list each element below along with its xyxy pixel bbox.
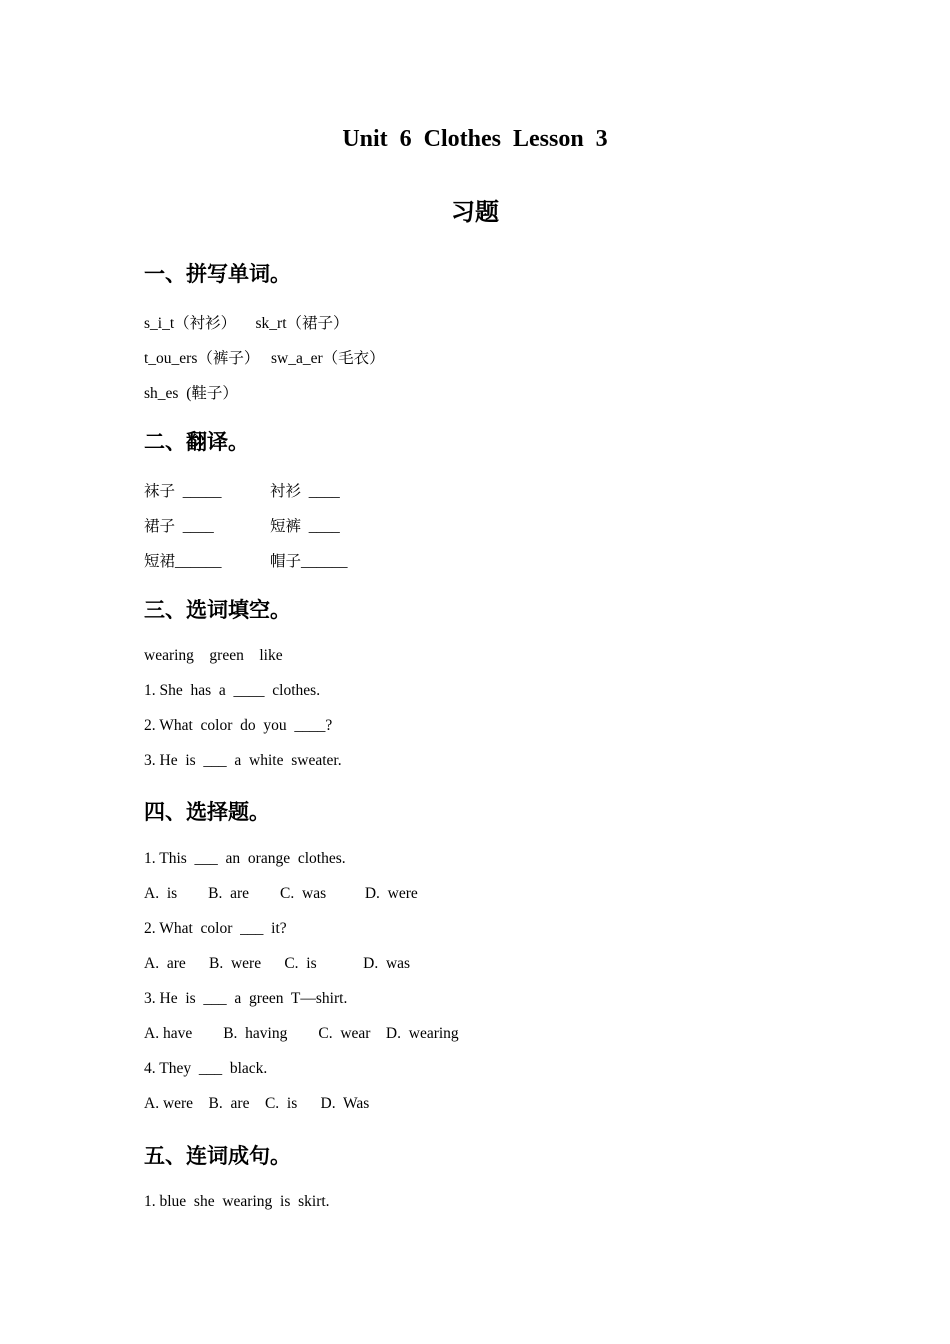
section-4-options-4: A. were B. are C. is D. Was bbox=[144, 1095, 370, 1112]
section-4-question-2: 2. What color ___ it? bbox=[144, 920, 287, 937]
section-2-item-hat: 帽子______ bbox=[270, 553, 348, 570]
section-1-line-2: t_ou_ers（裤子） sw_a_er（毛衣） bbox=[144, 350, 385, 367]
section-4-options-2: A. are B. were C. is D. was bbox=[144, 955, 411, 972]
section-5-heading: 五、连词成句。 bbox=[144, 1144, 291, 1168]
section-3-question-2: 2. What color do you ____? bbox=[144, 717, 333, 734]
section-2-item-short-skirt: 短裙______ bbox=[144, 553, 222, 570]
section-4-heading: 四、选择题。 bbox=[144, 800, 270, 824]
section-2-item-skirt: 裙子 ____ bbox=[144, 518, 214, 535]
section-1-heading: 一、拼写单词。 bbox=[144, 262, 291, 286]
section-2-heading: 二、翻译。 bbox=[144, 430, 249, 454]
section-2-item-shirt: 衬衫 ____ bbox=[270, 483, 340, 500]
section-3-heading: 三、选词填空。 bbox=[144, 598, 291, 622]
section-5-question-1: 1. blue she wearing is skirt. bbox=[144, 1193, 330, 1210]
section-2-item-shorts: 短裤 ____ bbox=[270, 518, 340, 535]
section-3-question-3: 3. He is ___ a white sweater. bbox=[144, 752, 342, 769]
section-2-item-socks: 袜子 _____ bbox=[144, 483, 222, 500]
page-title: Unit 6 Clothes Lesson 3 bbox=[342, 126, 608, 152]
section-4-question-1: 1. This ___ an orange clothes. bbox=[144, 850, 346, 867]
section-4-question-3: 3. He is ___ a green T—shirt. bbox=[144, 990, 348, 1007]
section-1-line-3: sh_es (鞋子） bbox=[144, 385, 238, 402]
page-subtitle: 习题 bbox=[451, 198, 499, 226]
section-1-line-1: s_i_t（衬衫） sk_rt（裙子） bbox=[144, 315, 349, 332]
section-3-question-1: 1. She has a ____ clothes. bbox=[144, 682, 321, 699]
section-3-word-bank: wearing green like bbox=[144, 647, 283, 664]
section-4-options-1: A. is B. are C. was D. were bbox=[144, 885, 418, 902]
section-4-question-4: 4. They ___ black. bbox=[144, 1060, 268, 1077]
section-4-options-3: A. have B. having C. wear D. wearing bbox=[144, 1025, 459, 1042]
